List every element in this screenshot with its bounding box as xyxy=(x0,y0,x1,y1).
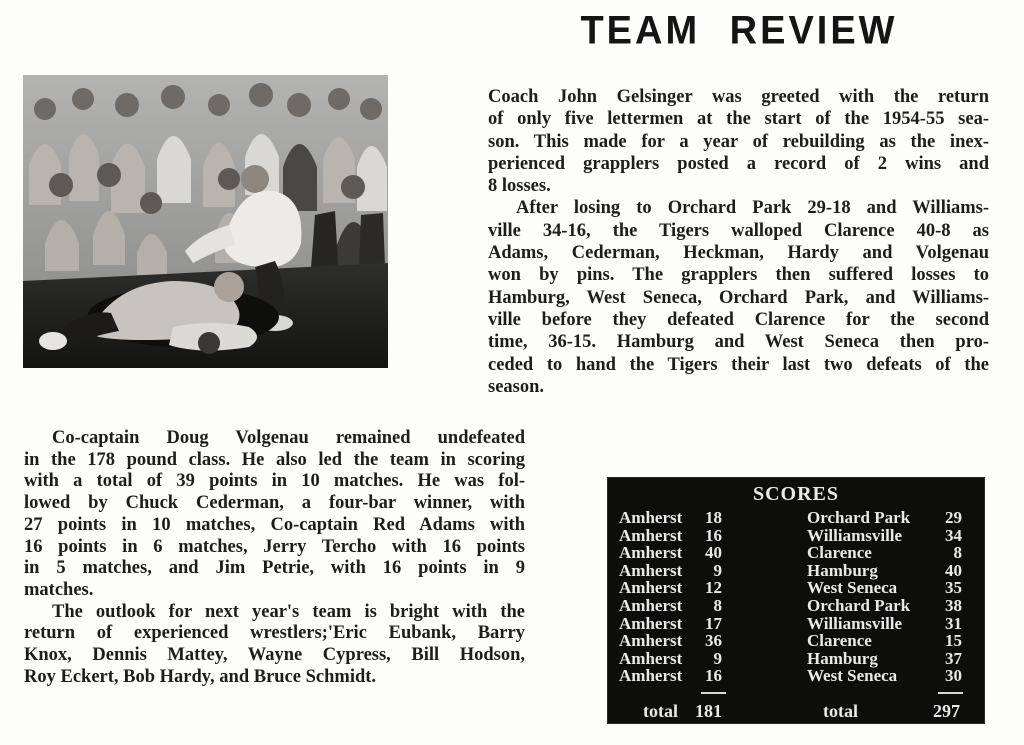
text-line: Hamburg, West Seneca, Orchard Park, and Williams- xyxy=(488,287,989,308)
text-line: Knox, Dennis Mattey, Wayne Cypress, Bill Hodson, xyxy=(24,645,525,666)
opponent-total-rule xyxy=(938,692,963,694)
score-row xyxy=(607,579,985,597)
score-cell-opp-name: West Seneca xyxy=(807,578,898,598)
text-line: return of experienced wrestlers;'Eric Eubank, Barry xyxy=(24,623,525,644)
scores-rows xyxy=(607,509,985,685)
score-cell-opp-score: 15 xyxy=(945,631,962,651)
text-line: After losing to Orchard Park 29-18 and Williams- xyxy=(516,198,989,219)
text-line: in the 178 pound class. He also led the team in scoring xyxy=(24,449,525,470)
text-line: matches. xyxy=(24,579,94,600)
text-line: perienced grapplers posted a record of 2 wins and xyxy=(488,153,989,174)
score-cell-home-score: 16 xyxy=(705,525,722,545)
score-cell-opp-score: 29 xyxy=(945,508,962,527)
text-line: 16 points in 6 matches, Jerry Tercho with 16 points xyxy=(24,536,525,557)
text-line: Co-captain Doug Volgenau remained undefeated xyxy=(52,428,525,448)
score-cell-opp-score: 30 xyxy=(945,666,962,686)
text-line: son. This made for a year of rebuilding as the inex- xyxy=(488,131,989,152)
text-line: season. xyxy=(488,376,545,397)
score-row xyxy=(607,650,985,668)
right-column-text xyxy=(488,86,989,398)
score-cell-home-score: 40 xyxy=(705,543,722,563)
score-cell-opp-score: 38 xyxy=(945,595,962,615)
score-row xyxy=(607,615,985,633)
score-cell-home-score: 36 xyxy=(705,631,722,651)
score-row xyxy=(607,597,985,615)
score-cell-home-name: Amherst xyxy=(619,595,683,615)
score-cell-opp-name: Hamburg xyxy=(807,560,878,580)
score-cell-opp-name: Hamburg xyxy=(807,648,878,668)
score-cell-opp-name: Clarence xyxy=(807,543,872,563)
score-cell-home-score: 12 xyxy=(705,578,722,598)
home-total-value: 181 xyxy=(695,701,722,721)
score-cell-home-name: Amherst xyxy=(619,631,683,651)
score-cell-home-score: 9 xyxy=(713,560,722,580)
scores-table xyxy=(607,477,985,724)
score-cell-home-name: Amherst xyxy=(619,508,683,527)
text-line: Adams, Cederman, Heckman, Hardy and Volgenau xyxy=(488,243,989,264)
text-line: Roy Eckert, Bob Hardy, and Bruce Schmidt. xyxy=(24,666,377,687)
score-cell-opp-name: West Seneca xyxy=(807,666,898,686)
text-line: time, 36-15. Hamburg and West Seneca then pro- xyxy=(488,332,989,353)
score-cell-opp-name: Clarence xyxy=(807,631,872,651)
text-line: of only five lettermen at the start of the 1954-55 sea- xyxy=(488,109,989,130)
opponent-total-value: 297 xyxy=(933,701,960,721)
score-cell-opp-score: 40 xyxy=(945,560,962,580)
home-total-rule xyxy=(701,692,726,694)
score-cell-opp-score: 31 xyxy=(945,613,962,633)
score-cell-home-score: 16 xyxy=(705,666,722,686)
scores-title: SCORES xyxy=(752,483,840,505)
page-title: TEAM REVIEW xyxy=(580,9,898,53)
score-row xyxy=(607,527,985,545)
score-cell-home-name: Amherst xyxy=(619,560,683,580)
score-cell-home-score: 8 xyxy=(713,595,722,615)
totals-row xyxy=(607,701,985,721)
score-cell-home-name: Amherst xyxy=(619,613,683,633)
team-photo xyxy=(23,75,388,368)
text-line: won by pins. The grapplers then suffered losses to xyxy=(488,265,989,286)
score-cell-home-score: 17 xyxy=(705,613,722,633)
text-line: ville 34-16, the Tigers walloped Clarence 40-8 as xyxy=(488,220,989,241)
left-column-text xyxy=(24,428,525,688)
score-row xyxy=(607,632,985,650)
score-cell-home-name: Amherst xyxy=(619,666,683,686)
score-cell-home-name: Amherst xyxy=(619,525,683,545)
score-row xyxy=(607,667,985,685)
score-cell-opp-name: Orchard Park xyxy=(807,508,911,527)
text-line: with a total of 39 points in 10 matches. He was fol- xyxy=(24,471,525,492)
score-cell-opp-score: 34 xyxy=(945,525,962,545)
score-row xyxy=(607,509,985,527)
text-line: 8 losses. xyxy=(488,176,551,197)
text-line: in 5 matches, and Jim Petrie, with 16 points in 9 xyxy=(24,558,525,579)
opponent-total-label: total xyxy=(823,701,858,721)
text-line: lowed by Chuck Cederman, a four-bar winner, with xyxy=(24,493,525,514)
score-cell-home-name: Amherst xyxy=(619,648,683,668)
score-cell-opp-score: 35 xyxy=(945,578,962,598)
text-line: The outlook for next year's team is bright with the xyxy=(52,601,525,622)
home-total-label: total xyxy=(643,701,678,721)
text-line: ceded to hand the Tigers their last two defeats of the xyxy=(488,354,989,375)
score-cell-home-score: 9 xyxy=(713,648,722,668)
score-cell-opp-name: Orchard Park xyxy=(807,595,911,615)
text-line: Coach John Gelsinger was greeted with the return xyxy=(488,87,989,107)
text-line: ville before they defeated Clarence for the second xyxy=(488,309,989,330)
team-photo-illustration xyxy=(23,75,388,368)
score-row xyxy=(607,544,985,562)
score-cell-opp-score: 8 xyxy=(953,543,962,563)
score-row xyxy=(607,562,985,580)
score-cell-opp-name: Williamsville xyxy=(807,613,903,633)
score-cell-opp-name: Williamsville xyxy=(807,525,903,545)
score-cell-opp-score: 37 xyxy=(945,648,962,668)
score-cell-home-name: Amherst xyxy=(619,578,683,598)
score-cell-home-name: Amherst xyxy=(619,543,683,563)
score-cell-home-score: 18 xyxy=(705,508,722,527)
text-line: 27 points in 10 matches, Co-captain Red Adams with xyxy=(24,514,525,535)
